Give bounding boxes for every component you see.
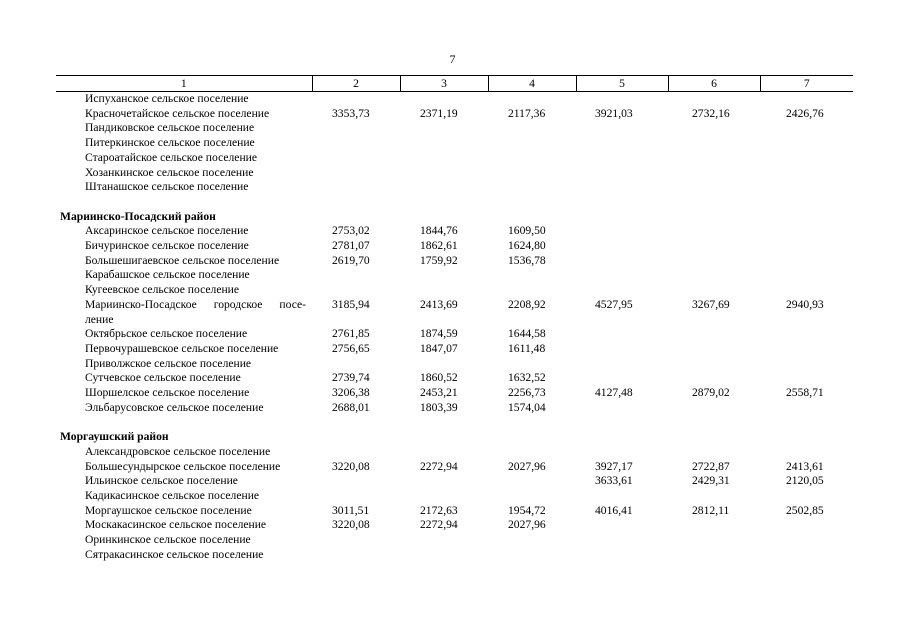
value-cell-col7 <box>760 371 853 386</box>
value-cell-col7 <box>760 121 853 136</box>
value-cell-col2: 2688,01 <box>332 400 370 414</box>
page-number: 7 <box>449 52 456 66</box>
settlement-name: Александровское сельское поселение <box>85 444 271 458</box>
value-cell-col7 <box>760 342 853 357</box>
value-cell-col3 <box>400 166 488 181</box>
value-cell-col2: 2781,07 <box>332 239 370 253</box>
table-row <box>56 371 853 386</box>
value-cell-col3 <box>400 283 488 298</box>
value-cell-col3: 1844,76 <box>420 224 458 238</box>
value-cell-col4: 1536,78 <box>508 253 546 267</box>
value-cell-col3: 1759,92 <box>420 253 458 267</box>
value-cell-col6 <box>668 371 760 386</box>
value-cell-col7 <box>760 239 853 254</box>
value-cell-col2 <box>312 121 400 136</box>
value-cell-col2: 3011,51 <box>332 503 370 517</box>
value-cell-col5 <box>576 239 668 254</box>
column-header: 2 <box>312 76 400 92</box>
tariff-table <box>56 75 853 562</box>
value-cell-col4 <box>488 489 576 504</box>
value-cell-col5 <box>576 268 668 283</box>
value-cell-col4 <box>488 548 576 563</box>
value-cell-col4 <box>488 180 576 195</box>
table-row <box>56 239 853 254</box>
settlement-name: Штанашское сельское поселение <box>85 180 249 194</box>
value-cell-col4 <box>488 92 576 107</box>
value-cell-col4 <box>488 474 576 489</box>
value-cell-col2 <box>312 151 400 166</box>
value-cell-col2 <box>312 474 400 489</box>
spacer-row <box>56 415 853 430</box>
table-body <box>56 92 853 563</box>
value-cell-col4: 1611,48 <box>508 341 546 355</box>
district-heading: Мариинско-Посадский район <box>60 209 216 223</box>
value-cell-col6 <box>668 489 760 504</box>
settlement-name: Большесундырское сельское поселение <box>85 459 281 473</box>
value-cell-col6 <box>668 166 760 181</box>
settlement-name: Приволжское сельское поселение <box>85 356 252 370</box>
value-cell-col6 <box>668 136 760 151</box>
value-cell-col6 <box>668 151 760 166</box>
value-cell-col3 <box>400 121 488 136</box>
value-cell-col3: 1874,59 <box>420 327 458 341</box>
value-cell-col7 <box>760 401 853 416</box>
value-cell-col2 <box>312 92 400 107</box>
district-heading-row <box>56 210 853 225</box>
settlement-name: Сятракасинское сельское поселение <box>85 547 264 561</box>
value-cell-col6 <box>668 327 760 342</box>
value-cell-col5 <box>576 357 668 372</box>
value-cell-col3 <box>400 268 488 283</box>
value-cell-col7 <box>760 548 853 563</box>
table-row <box>56 224 853 239</box>
settlement-name: Питеркинское сельское поселение <box>85 136 255 150</box>
value-cell-col3: 1862,61 <box>420 239 458 253</box>
value-cell-col5 <box>576 518 668 533</box>
table-row <box>56 121 853 136</box>
settlement-name: Карабашское сельское поселение <box>85 268 250 282</box>
table-row <box>56 254 853 269</box>
value-cell-col3 <box>400 357 488 372</box>
value-cell-col6: 2429,31 <box>692 474 730 488</box>
value-cell-col2: 2753,02 <box>332 224 370 238</box>
value-cell-col7: 2120,05 <box>786 474 824 488</box>
value-cell-col7: 2558,71 <box>786 386 824 400</box>
value-cell-col2: 3353,73 <box>332 106 370 120</box>
value-cell-col3: 2272,94 <box>420 518 458 532</box>
value-cell-col3: 2413,69 <box>420 297 458 311</box>
value-cell-col4: 1632,52 <box>508 371 546 385</box>
value-cell-col5 <box>576 489 668 504</box>
column-header: 7 <box>760 76 853 92</box>
value-cell-col6: 3267,69 <box>692 297 730 311</box>
value-cell-col2 <box>312 489 400 504</box>
settlement-name: Октябрьское сельское поселение <box>85 327 248 341</box>
table-row <box>56 533 853 548</box>
value-cell-col4 <box>488 533 576 548</box>
table-row <box>56 180 853 195</box>
settlement-name: Моргаушское сельское поселение <box>85 503 252 517</box>
settlement-name: Шоршелское сельское поселение <box>85 386 250 400</box>
value-cell-col2 <box>312 357 400 372</box>
value-cell-col3: 1847,07 <box>420 341 458 355</box>
settlement-name: Аксаринское сельское поселение <box>85 224 249 238</box>
value-cell-col2 <box>312 548 400 563</box>
value-cell-col5 <box>576 92 668 107</box>
column-header: 4 <box>488 76 576 92</box>
table-row <box>56 504 853 519</box>
value-cell-col2: 3185,94 <box>332 297 370 311</box>
value-cell-col6: 2732,16 <box>692 106 730 120</box>
value-cell-col6 <box>668 92 760 107</box>
value-cell-col2: 3220,08 <box>332 459 370 473</box>
value-cell-col5: 3927,17 <box>595 459 633 473</box>
settlement-name: Кугеевское сельское поселение <box>85 283 240 297</box>
value-cell-col2 <box>312 166 400 181</box>
settlement-name: Большешигаевское сельское поселение <box>85 253 280 267</box>
table-row <box>56 107 853 122</box>
value-cell-col4: 2027,96 <box>508 518 546 532</box>
value-cell-col7 <box>760 224 853 239</box>
settlement-name: Бичуринское сельское поселение <box>85 239 249 253</box>
value-cell-col6: 2812,11 <box>692 503 730 517</box>
value-cell-col3: 2172,63 <box>420 503 458 517</box>
value-cell-col6 <box>668 239 760 254</box>
value-cell-col4: 1644,58 <box>508 327 546 341</box>
value-cell-col4: 1609,50 <box>508 224 546 238</box>
settlement-name: Красночетайское сельское поселение <box>85 106 270 120</box>
settlement-name: Староатайское сельское поселение <box>85 150 257 164</box>
spacer-row <box>56 195 853 210</box>
table-row <box>56 136 853 151</box>
value-cell-col7 <box>760 254 853 269</box>
value-cell-col5 <box>576 533 668 548</box>
column-header: 6 <box>668 76 760 92</box>
value-cell-col5: 4527,95 <box>595 297 633 311</box>
value-cell-col3 <box>400 92 488 107</box>
value-cell-col3 <box>400 489 488 504</box>
value-cell-col7: 2413,61 <box>786 459 824 473</box>
column-header: 5 <box>576 76 668 92</box>
value-cell-col7 <box>760 180 853 195</box>
value-cell-col5 <box>576 445 668 460</box>
table-row <box>56 489 853 504</box>
value-cell-col2 <box>312 445 400 460</box>
value-cell-col3 <box>400 180 488 195</box>
value-cell-col7: 2502,85 <box>786 503 824 517</box>
value-cell-col4 <box>488 166 576 181</box>
value-cell-col6 <box>668 224 760 239</box>
table-row <box>56 342 853 357</box>
value-cell-col5 <box>576 371 668 386</box>
value-cell-col3 <box>400 548 488 563</box>
value-cell-col4: 1954,72 <box>508 503 546 517</box>
column-header: 3 <box>400 76 488 92</box>
value-cell-col7 <box>760 489 853 504</box>
column-header: 1 <box>56 76 312 92</box>
table-row <box>56 357 853 372</box>
table-row <box>56 268 853 283</box>
value-cell-col5 <box>576 254 668 269</box>
value-cell-col7 <box>760 166 853 181</box>
value-cell-col3: 1860,52 <box>420 371 458 385</box>
settlement-name: Мариинско-Посадское городское посе-ление <box>85 297 306 326</box>
value-cell-col6 <box>668 357 760 372</box>
value-cell-col4 <box>488 268 576 283</box>
value-cell-col2: 3220,08 <box>332 518 370 532</box>
value-cell-col3: 2371,19 <box>420 106 458 120</box>
value-cell-col5 <box>576 327 668 342</box>
value-cell-col6 <box>668 268 760 283</box>
value-cell-col2: 2739,74 <box>332 371 370 385</box>
value-cell-col7 <box>760 533 853 548</box>
value-cell-col6 <box>668 254 760 269</box>
value-cell-col6: 2879,02 <box>692 386 730 400</box>
table-row <box>56 151 853 166</box>
value-cell-col5 <box>576 180 668 195</box>
value-cell-col4: 1624,80 <box>508 239 546 253</box>
table-row <box>56 327 853 342</box>
table-row <box>56 283 853 298</box>
value-cell-col7 <box>760 268 853 283</box>
value-cell-col7 <box>760 518 853 533</box>
value-cell-col5 <box>576 548 668 563</box>
value-cell-col3: 2272,94 <box>420 459 458 473</box>
district-heading-row <box>56 430 853 445</box>
column-header-row <box>56 76 853 92</box>
value-cell-col2: 2761,85 <box>332 327 370 341</box>
value-cell-col4 <box>488 445 576 460</box>
value-cell-col3 <box>400 136 488 151</box>
value-cell-col3 <box>400 445 488 460</box>
table-row <box>56 166 853 181</box>
value-cell-col5 <box>576 342 668 357</box>
value-cell-col6 <box>668 180 760 195</box>
value-cell-col5 <box>576 166 668 181</box>
value-cell-col6 <box>668 283 760 298</box>
value-cell-col5 <box>576 151 668 166</box>
value-cell-col4: 2027,96 <box>508 459 546 473</box>
spacer-cell <box>56 195 853 210</box>
value-cell-col4 <box>488 357 576 372</box>
value-cell-col6: 2722,87 <box>692 459 730 473</box>
value-cell-col2 <box>312 283 400 298</box>
table-row <box>56 401 853 416</box>
value-cell-col2: 2619,70 <box>332 253 370 267</box>
settlement-name: Пандиковское сельское поселение <box>85 121 255 135</box>
value-cell-col2: 3206,38 <box>332 386 370 400</box>
value-cell-col5 <box>576 401 668 416</box>
value-cell-col4: 1574,04 <box>508 400 546 414</box>
value-cell-col7 <box>760 357 853 372</box>
settlement-name: Ильинское сельское поселение <box>85 474 238 488</box>
district-heading: Моргаушский район <box>60 430 169 444</box>
value-cell-col7 <box>760 136 853 151</box>
settlement-name: Москакасинское сельское поселение <box>85 518 267 532</box>
settlement-name: Испуханское сельское поселение <box>85 92 249 105</box>
settlement-name: Оринкинское сельское поселение <box>85 533 251 547</box>
value-cell-col7 <box>760 92 853 107</box>
value-cell-col5: 3633,61 <box>595 474 633 488</box>
settlement-name: Кадикасинское сельское поселение <box>85 488 260 502</box>
value-cell-col7 <box>760 327 853 342</box>
value-cell-col7 <box>760 445 853 460</box>
value-cell-col2 <box>312 180 400 195</box>
value-cell-col3: 1803,39 <box>420 400 458 414</box>
value-cell-col4 <box>488 136 576 151</box>
table-row <box>56 474 853 489</box>
value-cell-col3: 2453,21 <box>420 386 458 400</box>
table-row <box>56 92 853 107</box>
value-cell-col4: 2208,92 <box>508 297 546 311</box>
table-row <box>56 460 853 475</box>
value-cell-col5: 3921,03 <box>595 106 633 120</box>
table-row <box>56 445 853 460</box>
value-cell-col5: 4127,48 <box>595 386 633 400</box>
value-cell-col7 <box>760 151 853 166</box>
value-cell-col7: 2940,93 <box>786 297 824 311</box>
table-row <box>56 548 853 563</box>
value-cell-col2 <box>312 136 400 151</box>
value-cell-col6 <box>668 518 760 533</box>
value-cell-col6 <box>668 548 760 563</box>
settlement-name: Сутчевское сельское поселение <box>85 371 241 385</box>
table-row <box>56 518 853 533</box>
value-cell-col2 <box>312 533 400 548</box>
value-cell-col6 <box>668 342 760 357</box>
value-cell-col7 <box>760 283 853 298</box>
value-cell-col6 <box>668 401 760 416</box>
value-cell-col5: 4016,41 <box>595 503 633 517</box>
value-cell-col4 <box>488 283 576 298</box>
value-cell-col5 <box>576 224 668 239</box>
value-cell-col5 <box>576 121 668 136</box>
value-cell-col4: 2256,73 <box>508 386 546 400</box>
value-cell-col3 <box>400 533 488 548</box>
value-cell-col5 <box>576 283 668 298</box>
table-row <box>56 298 853 327</box>
value-cell-col2: 2756,65 <box>332 341 370 355</box>
value-cell-col5 <box>576 136 668 151</box>
value-cell-col3 <box>400 151 488 166</box>
value-cell-col6 <box>668 445 760 460</box>
value-cell-col2 <box>312 268 400 283</box>
settlement-name: Эльбарусовское сельское поселение <box>85 400 264 414</box>
value-cell-col6 <box>668 533 760 548</box>
value-cell-col4 <box>488 121 576 136</box>
settlement-name: Первочурашевское сельское поселение <box>85 341 279 355</box>
value-cell-col6 <box>668 121 760 136</box>
value-cell-col3 <box>400 474 488 489</box>
spacer-cell <box>56 415 853 430</box>
table-row <box>56 386 853 401</box>
value-cell-col7: 2426,76 <box>786 106 824 120</box>
settlement-name: Хозанкинское сельское поселение <box>85 165 254 179</box>
value-cell-col4 <box>488 151 576 166</box>
value-cell-col4: 2117,36 <box>508 106 546 120</box>
